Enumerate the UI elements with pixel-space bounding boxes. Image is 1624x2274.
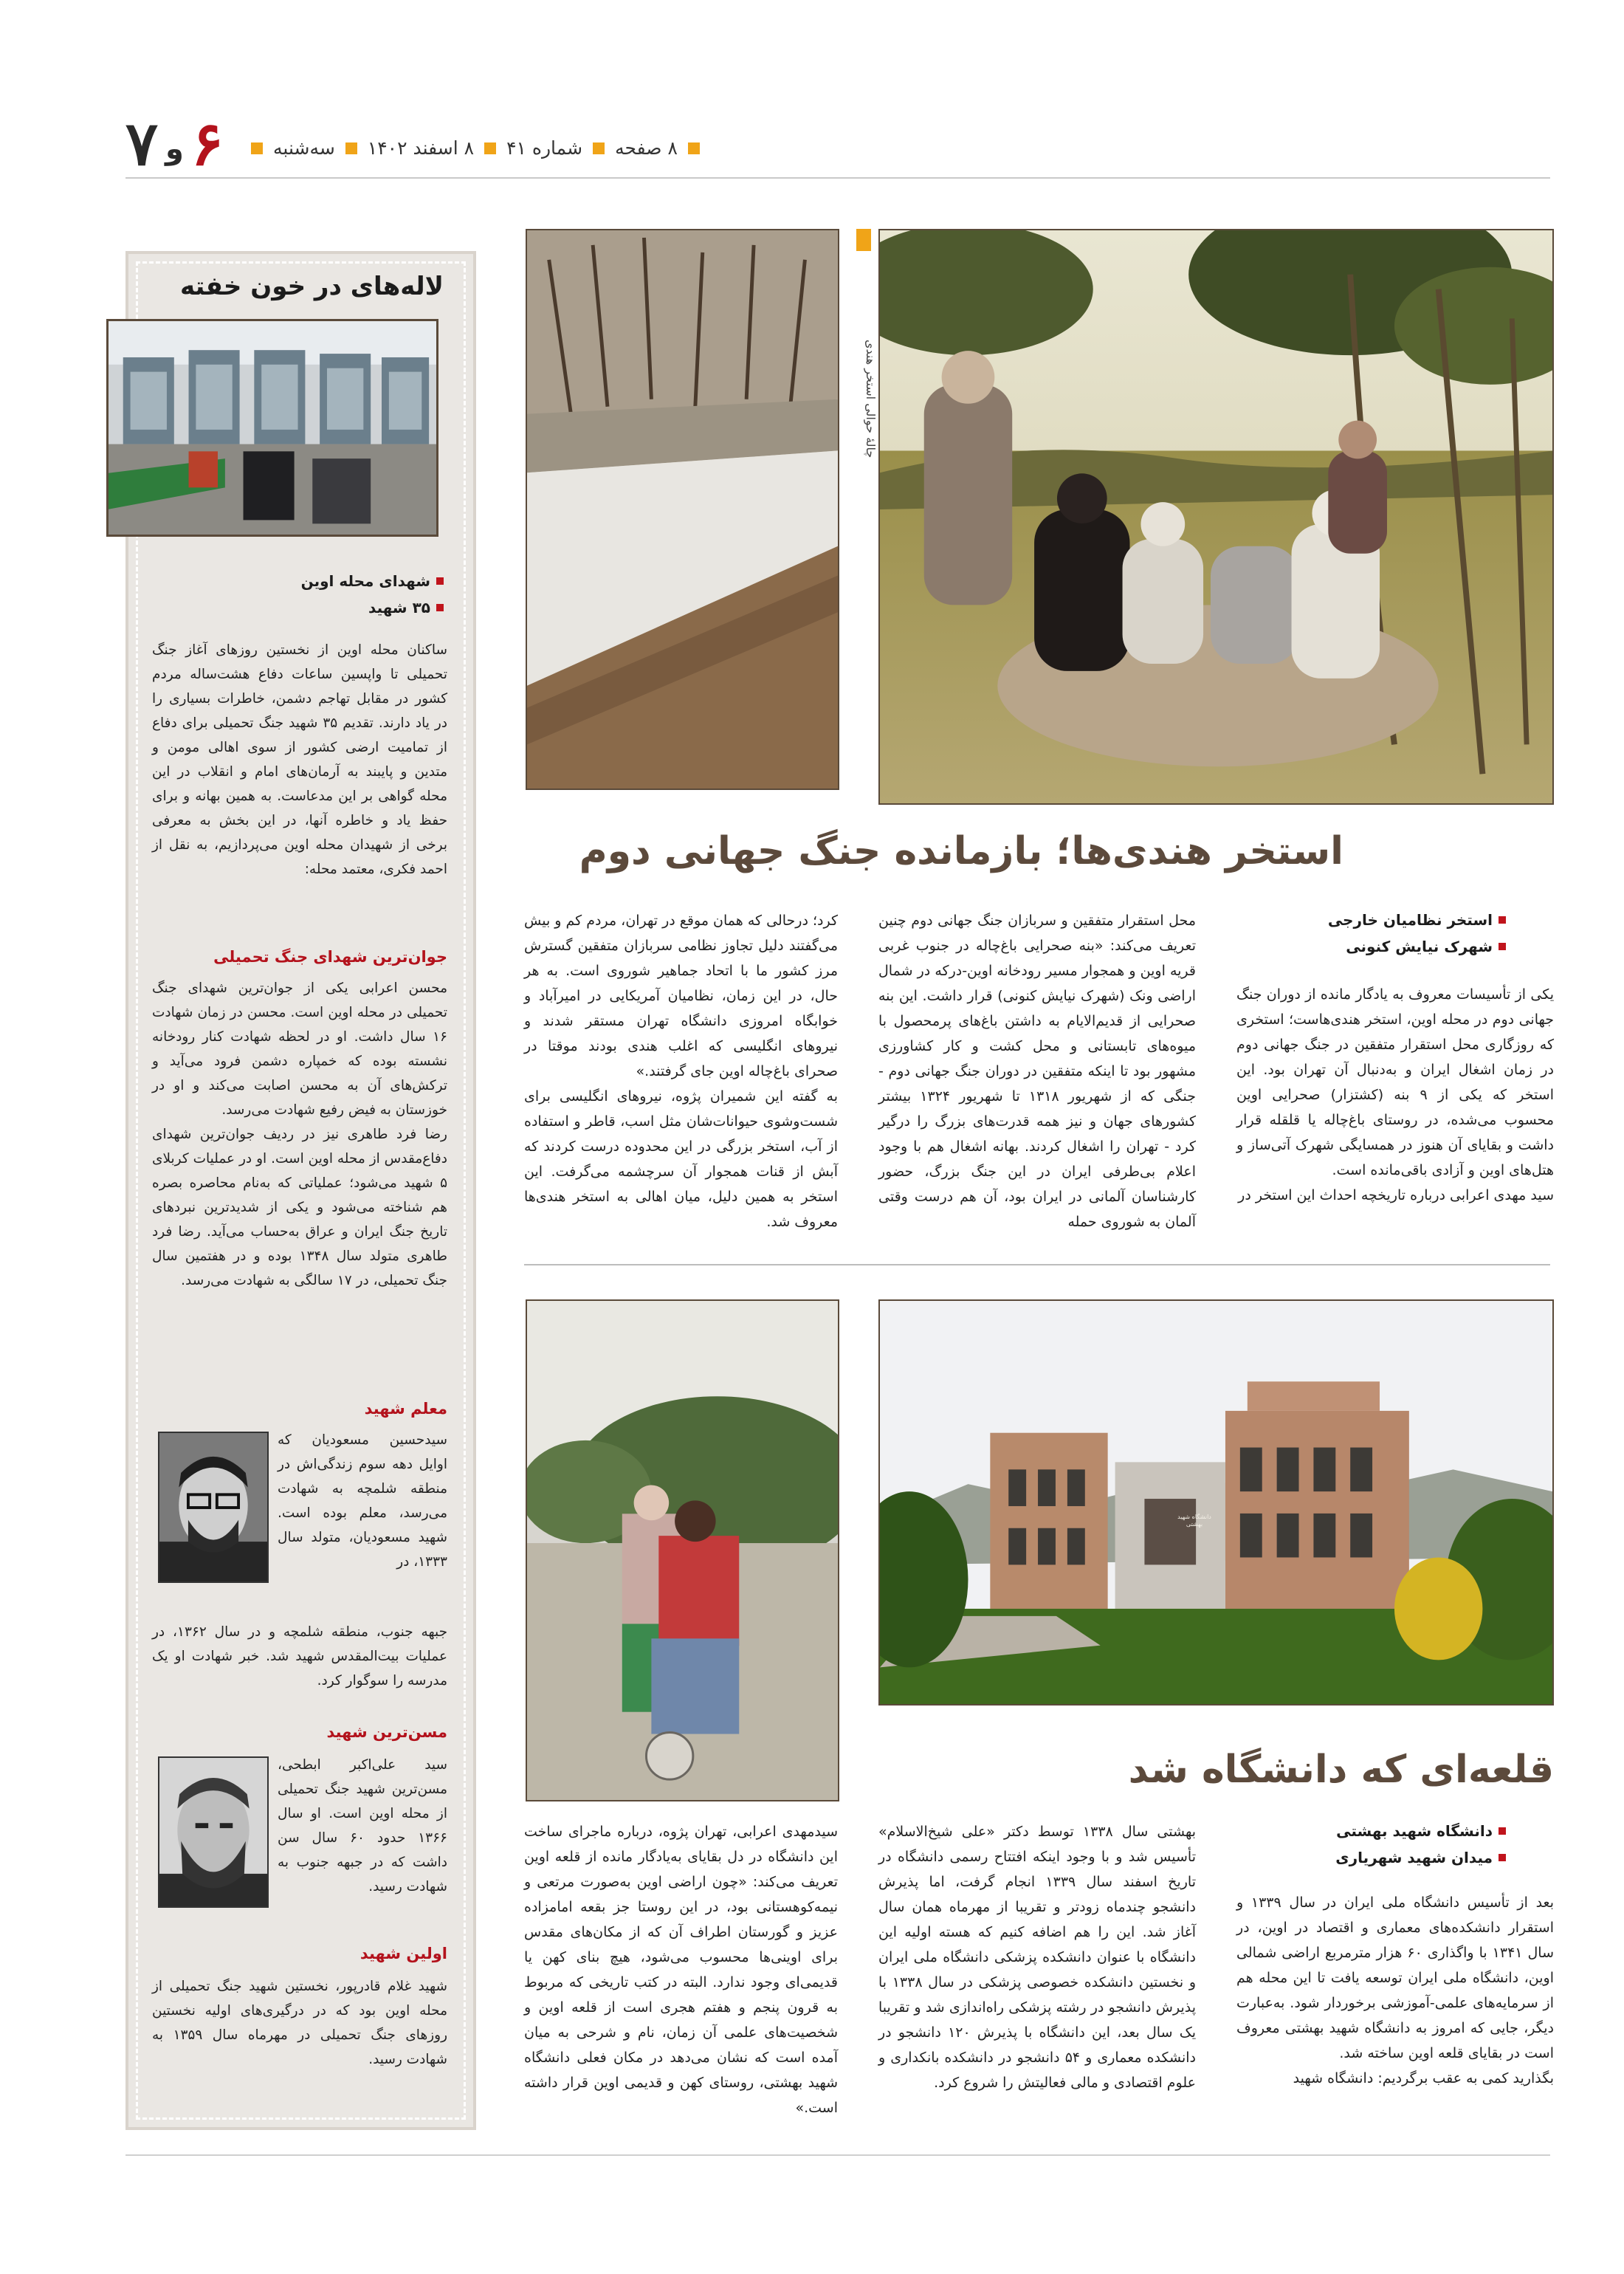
- issue-day: سه‌شنبه: [273, 137, 335, 159]
- tag-item: استخر نظامیان خارجی: [1284, 907, 1506, 933]
- bullet-square-icon: [688, 142, 700, 154]
- photo-university-building: [878, 1299, 1554, 1706]
- article1-column-1: یکی از تأسیسات معروف به یادگار مانده از دوران جنگ جهانی دوم در محله اوین، استخر هندی‌هاست؛ استخری که روزگاری محل استقرار متفقین در جنگ جهانی دوم در زمان اشغال ایران و به‌دنبال آن تهران بود. این استخر که یکی از ۹ بنه (کشتزار) صحرایی اوین محسوب می‌شده، در روستای باغ‌چاله یا قلقله قرار داشت و بقایای آن هنوز در همسایگی شهرک آتی‌ساز و هتل‌های اوین و آزادی باقی‌مانده است. سید مهدی اعرابی درباره تاریخچه احداث این استخر در: [1236, 986, 1554, 1203]
- article2-column-2: بهشتی سال ۱۳۳۸ توسط دکتر «علی شیخ‌الاسلام» تأسیس شد و با وجود اینکه افتتاح رسمی دانشگاه در تاریخ اسفند سال ۱۳۳۹ انجام گرفت، اما پذیرش دانشجو چندماه زودتر و تقریبا از مهرماه همان سال آغاز شد. این را هم اضافه کنیم که هسته اولیه این دانشگاه با عنوان دانشکده پزشکی دانشگاه ملی ایران و نخستین دانشکده خصوصی پزشکی در سال ۱۳۳۸ با پذیرش دانشجو در رشته پزشکی راه‌اندازی شد و تقریبا یک سال بعد، این دانشگاه با پذیرش ۱۲۰ دانشجو در دانشکده معماری و ۵۴ دانشجو در دانشکده بانکداری و علوم اقتصادی و مالی فعالیتش را شروع کرد.: [878, 1824, 1196, 2091]
- article1-title: استخر هندی‌ها؛ بازمانده جنگ جهانی دوم: [579, 829, 1343, 873]
- red-bullet-icon: [1499, 943, 1506, 950]
- sidebar-intro: ساکنان محله اوین از نخستین روزهای آغاز جنگ تحمیلی تا واپسین ساعات دفاع هشت‌ساله مردم کشور در مقابل تهاجم دشمن، خاطرات بسیاری را در یاد دارند. تقدیم ۳۵ شهید جنگ تحمیلی برای دفاع از تمامیت ارضی کشور از سوی اهالی مومن و متدین و پایبند به آرمان‌های امام و انقلاب در این محله گواهی بر این مدعاست. به همین بهانه و برای حفظ یاد و خاطره آنها، در این بخش به معرفی برخی از شهیدان محله اوین می‌پردازیم، به نقل از احمد فکری، معتمد محله:: [152, 642, 448, 877]
- article2-column-3: سیدمهدی اعرابی، تهران پژوه، درباره ماجرای ساخت این دانشگاه در دل بقایای به‌یادگار مانده از قلعه اوین تعریف می‌کند: «چون اراضی اوین به‌صورت مرتعی و نیمه‌کوهستانی بود، در این روستا جز بقعه امامزاده عزیز و گورستان اطراف آن که از مکان‌های مقدس برای اوینی‌ها محسوب می‌شود، هیچ بنای کهن یا قدیمی‌ای وجود ندارد. البته در کتب تاریخی که مربوط به قرون پنجم و هفتم هجری است از قلعه اوین و شخصیت‌های علمی آن زمان، نام و شرحی به میان آمده است که نشان می‌دهد در مکان فعلی دانشگاه شهید بهشتی، روستای کهن و قدیمی اوین قرار داشته است.»: [524, 1824, 838, 2116]
- tag-item: شهدای محله اوین: [222, 568, 444, 594]
- bullet-square-icon: [251, 142, 263, 154]
- bullet-square-icon: [593, 142, 605, 154]
- building-sign: دانشگاه شهید بهشتی: [1177, 1514, 1211, 1528]
- portrait-abtahi: [158, 1756, 269, 1908]
- photo-martyrs-cemetery: [106, 319, 438, 537]
- red-bullet-icon: [1499, 916, 1506, 924]
- section-text-youngest: محسن اعرابی یکی از جوان‌ترین شهدای جنگ تحمیلی در محله اوین است. محسن در زمان شهادت ۱۶ سال داشت. او در لحظه شهادت کنار رودخانه نشسته بوده که خمپاره دشمن فرود می‌آید و ترکش‌های آن به محسن اصابت می‌کند و او در خوزستان به فیض رفیع شهادت می‌رسد. رضا فرد طاهری نیز در ردیف جوان‌ترین شهدای دفاع‌مقدس از محله اوین است. او در عملیات کربلای ۵ شهید می‌شود؛ عملیاتی که به‌نام محاصره بصره هم شناخته می‌شود و یکی از شدیدترین نبردهای تاریخ جنگ ایران و عراق به‌حساب می‌آید. رضا فرد طاهری متولد سال ۱۳۴۸ بوده و در هفتمین سال جنگ تحمیلی، در ۱۷ سالگی به شهادت می‌رسد.: [152, 980, 447, 1288]
- section-text-teacher-full: جبهه جنوب، منطقه شلمچه و در سال ۱۳۶۲، در عملیات بیت‌المقدس شهید شد. خبر شهادت او یک مدرسه را سوگوار کرد.: [152, 1624, 448, 1689]
- article1-column-3: کرد؛ درحالی که همان موقع در تهران، مردم کم و بیش می‌گفتند دلیل تجاوز نظامی سربازان متفقین گسترش مرز کشور ما با اتحاد جماهیر شوروی است. به هر حال، در این زمان، نظامیان آمریکایی در امیرآباد و خوابگاه امروزی دانشگاه تهران مستقر شدند و نیروهای انگلیسی که اغلب هندی بودند موقتا در صحرای باغ‌چاله اوین جای گرفتند.» به گفته این شمیران پژوه، نیروهای انگلیسی برای شست‌وشوی حیوانات‌شان مثل اسب، قاطر و استفاده از آب، استخر بزرگی در این محدوده درست کردند که آبش از قنات همجوار آن سرچشمه می‌گرفت. این استخر به همین دلیل، میان اهالی به استخر هندی‌ها معروف شد.: [524, 913, 838, 1230]
- pages-count: ۸ صفحه: [615, 137, 678, 159]
- photo-hindi-pool-ruins: [526, 229, 839, 790]
- credit-accent-bar: [856, 229, 871, 251]
- page-header: [125, 109, 1550, 179]
- page-number-6: ۶: [190, 109, 224, 179]
- tag-item: دانشگاه شهید بهشتی: [1284, 1818, 1506, 1844]
- footer-rule: [125, 2154, 1550, 2156]
- red-bullet-icon: [436, 604, 444, 611]
- sidebar-title: لاله‌های در خون خفته: [179, 272, 444, 301]
- article2-title: قلعه‌ای که دانشگاه شد: [1128, 1748, 1554, 1792]
- issue-number: شماره ۴۱: [506, 137, 583, 159]
- red-bullet-icon: [436, 577, 444, 585]
- article2-column-1: بعد از تأسیس دانشگاه ملی ایران در سال ۱۳۳۹ و استقرار دانشکده‌های معماری و اقتصاد در اوین، در سال ۱۳۴۱ با واگذاری ۶۰ هزار مترمربع اراضی شمالی اوین، دانشگاه ملی ایران توسعه یافت تا این محله هم از سرمایه‌های علمی-آموزشی برخوردار شود. به‌عبارت دیگر، جایی که امروز به دانشگاه شهید بهشتی معروف است در بقایای قلعه اوین ساخته شد. بگذارید کمی به عقب برگردیم: دانشگاه شهید: [1236, 1895, 1554, 2086]
- page-number-7: ۷: [125, 109, 159, 179]
- issue-date: ۸ اسفند ۱۴۰۲: [367, 137, 475, 159]
- issue-info: [251, 137, 700, 159]
- portrait-masoudian: [158, 1432, 269, 1583]
- section-text-first: شهید غلام قادرپور، نخستین شهید جنگ تحمیلی از محله اوین بود که در درگیری‌های اولیه نخستین روزهای جنگ تحمیلی در مهرماه سال ۱۳۵۹ به شهادت رسید.: [152, 1979, 447, 2067]
- bullet-square-icon: [484, 142, 496, 154]
- red-bullet-icon: [1499, 1827, 1506, 1835]
- photo-boys-playing-football: [526, 1299, 839, 1801]
- photo-credit: چالهٔ حوالی استخر هندی: [864, 339, 878, 458]
- tag-item: ۳۵ شهید: [222, 594, 444, 621]
- section-head-teacher: معلم شهید: [364, 1400, 447, 1418]
- photo-women-under-trees: [878, 229, 1554, 805]
- section-text-teacher-side: سیدحسین مسعودیان که اوایل دهه سوم زندگی‌اش در منطقه شلمچه به شهادت می‌رسد، معلم بوده است. شهید مسعودیان، متولد سال ۱۳۳۳، در: [278, 1432, 447, 1570]
- section-text-oldest: سید علی‌اکبر ابطحی، مسن‌ترین شهید جنگ تحمیلی از محله اوین است. او سال ۱۳۶۶ حدود ۶۰ سال سن داشت که در جبهه جنوب به شهادت رسید.: [278, 1757, 447, 1895]
- section-head-oldest: مسن‌ترین شهید: [326, 1723, 447, 1741]
- bullet-square-icon: [345, 142, 357, 154]
- page-number-conjunction: و: [165, 132, 184, 166]
- article1-tags: [1284, 907, 1506, 960]
- tag-item: میدان شهید شهریاری: [1284, 1844, 1506, 1871]
- article2-tags: [1284, 1818, 1506, 1871]
- martyrs-sidebar: [125, 251, 476, 2130]
- red-bullet-icon: [1499, 1854, 1506, 1861]
- sidebar-tags: [222, 568, 444, 621]
- section-head-youngest: جوان‌ترین شهدای جنگ تحمیلی: [213, 948, 447, 966]
- article-divider: [524, 1264, 1550, 1265]
- page-numbers: [125, 109, 224, 179]
- tag-item: شهرک نیایش کنونی: [1284, 933, 1506, 960]
- article1-column-2: محل استقرار متفقین و سربازان جنگ جهانی دوم چنین تعریف می‌کند: «بنه صحرایی باغ‌چاله در جنوب غربی قریه اوین و همجوار مسیر رودخانه اوین-درکه در شمال اراضی ونک (شهرک نیایش کنونی) قرار داشت. این بنه صحرایی از قدیم‌الایام به داشتن باغ‌های پرمحصول با میوه‌های تابستانی و محل کشت و کار کشاورزی مشهور بود تا اینکه متفقین در دوران جنگ جهانی دوم - جنگی که از شهریور ۱۳۱۸ تا شهریور ۱۳۲۴ بیشتر کشورهای جهان و نیز همه قدرت‌های بزرگ را درگیر کرد - تهران را اشغال کردند. بهانه اشغال هم با وجود اعلام بی‌طرفی ایران در این جنگ بزرگ، حضور کارشناسان آلمانی در ایران بود، آن هم درست وقتی آلمان به شوروی حمله: [878, 913, 1196, 1230]
- section-head-first: اولین شهید: [359, 1945, 447, 1962]
